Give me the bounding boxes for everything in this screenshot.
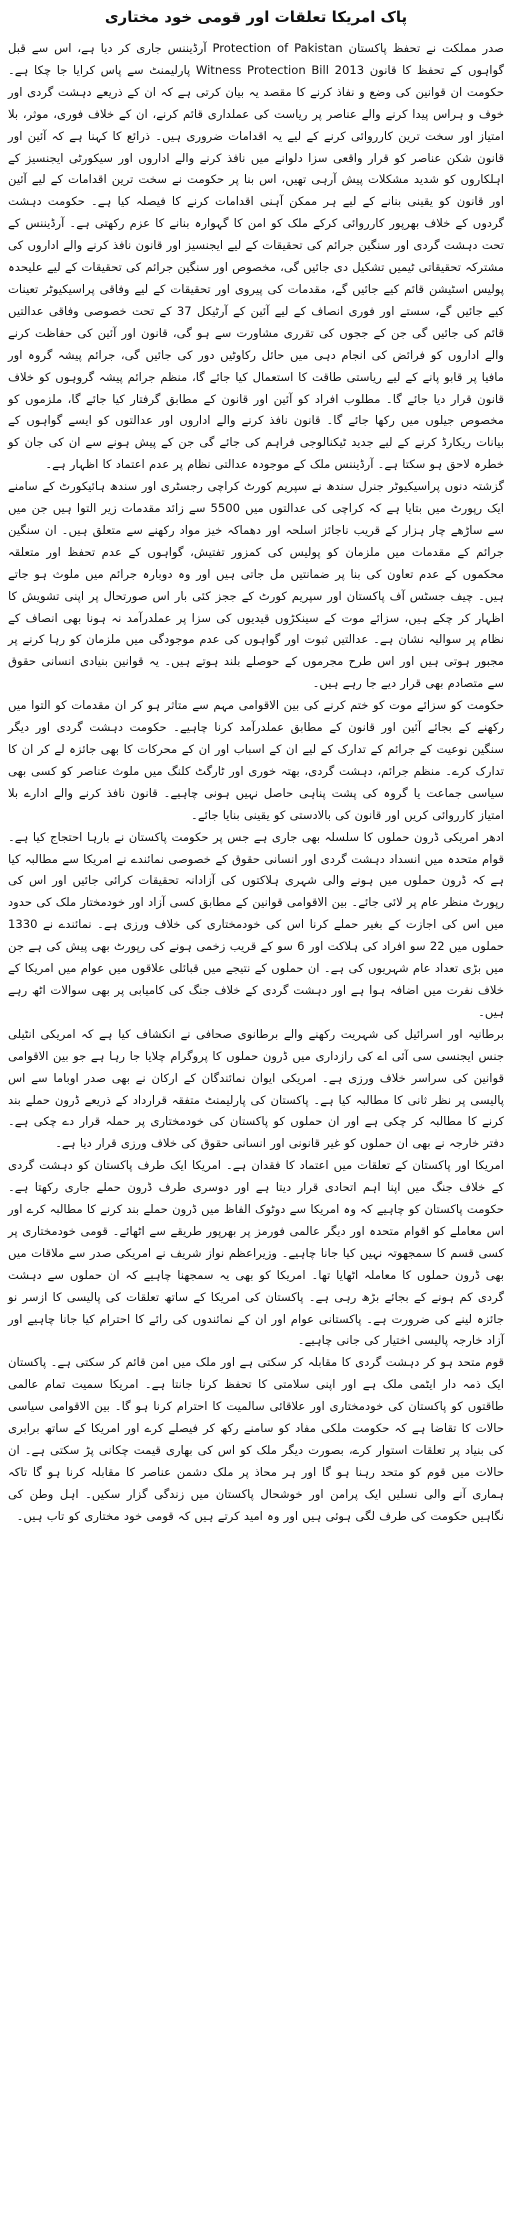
article-paragraph-1: صدر مملکت نے تحفظ پاکستان Protection of Pakistan آرڈیننس جاری کر دیا ہے، اس سے قبل گواہوں کے تحفظ کا قانون Witness Protection Bill 2013 پارلیمنٹ سے پاس کرایا جا چکا ہے۔ حکومت ان قوانین کی وضع و نفاذ کرنے کا مقصد یہ بیان کرتی ہے کہ ان کے ذریعے دہشت گردی اور خوف و ہراس پیدا کرنے والے عناصر پر ریاست کی عملداری قائم کرنے، ان کے خلاف فوری، موثر، بلا امتیاز اور سخت ترین کارروائی کرنے کے لیے یہ اقدامات ضروری ہیں۔ ذرائع کا کہنا ہے کہ آئین اور قانون شکن عناصر کو قرار واقعی سزا دلوانے میں نافذ کرنے والے اداروں اور سیکورٹی ایجنسیز کے اہلکاروں کو شدید مشکلات پیش آرہی تھیں، اس بنا پر حکومت نے سخت ترین اقدامات کے لیے آئین اور قانون کو یقینی بنانے کے لیے ہر ممکن آہنی اقدامات کرنے کا فیصلہ کیا ہے۔ حکومت دہشت گردوں کے خلاف بھرپور کارروائی کرکے ملک کو امن کا گہوارہ بنانے کا عزم رکھتی ہے۔ آرڈیننس کے تحت دہشت گردی اور سنگین جرائم کی تحقیقات کے لیے ایجنسیز اور قانون نافذ کرنے والے اداروں کی مشترکہ تحقیقاتی ٹیمیں تشکیل دی جائیں گی، مخصوص اور سنگین جرائم کی تحقیقات کے لیے علیحدہ پولیس اسٹیشن قائم کیے جائیں گے، مقدمات کی پیروی اور تحقیقات کے لیے وفاقی پراسیکیوٹر تعینات کیے جائیں گے، سستے اور فوری انصاف کے لیے آئین کے آرٹیکل 37 کے تحت خصوصی وفاقی عدالتیں قائم کی جائیں گی جن کے ججوں کی تقرری مشاورت سے ہو گی، قانون اور آئین کی حفاظت کرنے والے اداروں کو فرائض کی انجام دہی میں حائل رکاوٹیں دور کی جائیں گی، جرائم پیشہ گروہ اور مافیا پر قابو پانے کے لیے ریاستی طاقت کا استعمال کیا جائے گا، منظم جرائم پیشہ گروہوں کو خلاف قانون قرار دیا جائے گا۔ مطلوب افراد کو آئین اور قانون کے مطابق گرفتار کیا جائے گا، ملزموں کو مخصوص جیلوں میں رکھا جائے گا۔ قانون نافذ کرنے والے اداروں اور عدالتوں کو ایسے گواہوں کے بیانات ریکارڈ کرنے کے لیے جدید ٹیکنالوجی فراہم کی جائے گی جن کے پیش ہونے سے ان کی جان کو خطرہ لاحق ہو سکتا ہے۔ آرڈیننس ملک کے موجودہ عدالتی نظام پر عدم اعتماد کا اظہار ہے۔: [8, 41, 505, 472]
article-paragraph-6: امریکا اور پاکستان کے تعلقات میں اعتماد کا فقدان ہے۔ امریکا ایک طرف پاکستان کو دہشت گردی کے خلاف جنگ میں اپنا اہم اتحادی قرار دیتا ہے اور دوسری طرف ڈرون حملے جاری رکھتا ہے۔ حکومت پاکستان کو چاہیے کہ وہ امریکا سے دوٹوک الفاظ میں ڈرون حملے بند کرنے کا مطالبہ کرے اور اس معاملے کو اقوام متحدہ اور دیگر عالمی فورمز پر بھرپور طریقے سے اٹھائے۔ قومی خودمختاری پر کسی قسم کا سمجھوتہ نہیں کیا جانا چاہیے۔ وزیراعظم نواز شریف نے امریکی صدر سے ملاقات میں بھی ڈرون حملوں کا معاملہ اٹھایا تھا۔ امریکا کو بھی یہ سمجھنا چاہیے کہ ان حملوں سے دہشت گردی کم ہونے کے بجائے بڑھ رہی ہے۔ پاکستان کی امریکا کے ساتھ تعلقات کی پالیسی کا ازسر نو جائزہ لینے کی ضرورت ہے۔ پاکستانی عوام اور ان کے نمائندوں کی رائے کا احترام کیا جانا چاہیے اور آزاد خارجہ پالیسی اختیار کی جانی چاہیے۔: [8, 1158, 504, 1348]
article-paragraph-3: حکومت کو سزائے موت کو ختم کرنے کی بین الاقوامی مہم سے متاثر ہو کر ان مقدمات کو التوا میں رکھنے کے بجائے آئین اور قانون کے مطابق عملدرآمد کرنا چاہیے۔ حکومت دہشت گردی اور دیگر سنگین نوعیت کے جرائم کے تدارک کے لیے ان کے اسباب اور ان کے محرکات کا بھی جائزہ لے کر ان کا تدارک کرے۔ منظم جرائم، دہشت گردی، بھتہ خوری اور ٹارگٹ کلنگ میں ملوث عناصر کو کسی بھی سیاسی جماعت یا گروہ کی پشت پناہی حاصل نہیں ہونی چاہیے۔ قانون نافذ کرنے والے ادارے بلا امتیاز کارروائی کریں اور قانون کی بالادستی کو یقینی بنایا جائے۔: [8, 698, 504, 822]
article-paragraph-5: برطانیہ اور اسرائیل کی شہریت رکھنے والے برطانوی صحافی نے انکشاف کیا ہے کہ امریکی انٹیلی جنس ایجنسی سی آئی اے کی رازداری میں ڈرون حملوں کا پروگرام چلایا جا رہا ہے جو بین الاقوامی قوانین کی سراسر خلاف ورزی ہے۔ امریکی ایوان نمائندگان کے ارکان نے بھی صدر اوباما سے اس پالیسی پر نظر ثانی کا مطالبہ کیا ہے۔ پاکستان کی پارلیمنٹ متفقہ قرارداد کے ذریعے ڈرون حملے بند کرنے کا مطالبہ کر چکی ہے اور ان حملوں کو پاکستان کی خودمختاری پر حملہ قرار دے چکی ہے۔ دفتر خارجہ نے بھی ان حملوں کو غیر قانونی اور انسانی حقوق کی خلاف ورزی قرار دیا ہے۔: [8, 1026, 504, 1151]
article-paragraph-4: ادھر امریکی ڈرون حملوں کا سلسلہ بھی جاری ہے جس پر حکومت پاکستان نے بارہا احتجاج کیا ہے۔ قوام متحدہ میں انسداد دہشت گردی اور انسانی حقوق کے خصوصی نمائندے نے امریکا سے مطالبہ کیا ہے کہ ڈرون حملوں میں ہونے والی شہری ہلاکتوں کی آزادانہ تحقیقات کرائی جائیں اور اس کی رپورٹ منظر عام پر لائی جائے۔ بین الاقوامی قوانین کے مطابق کسی آزاد اور خودمختار ملک کی حدود میں اس کی اجازت کے بغیر حملے کرنا اس کی خودمختاری کی خلاف ورزی ہے۔ نمائندے نے 1330 حملوں میں 22 سو افراد کی ہلاکت اور 6 سو کے قریب زخمی ہونے کی رپورٹ بھی پیش کی ہے جن میں بڑی تعداد عام شہریوں کی ہے۔ ان حملوں کے نتیجے میں قبائلی علاقوں میں عوام میں امریکا کے خلاف نفرت میں اضافہ ہوا ہے اور دہشت گردی کے خلاف جنگ کی کامیابی پر بھی سوالات اٹھ رہے ہیں۔: [8, 829, 504, 1019]
article-paragraph-7: قوم متحد ہو کر دہشت گردی کا مقابلہ کر سکتی ہے اور ملک میں امن قائم کر سکتی ہے۔ پاکستان ایک ذمہ دار ایٹمی ملک ہے اور اپنی سلامتی کا تحفظ کرنا جانتا ہے۔ امریکا سمیت تمام عالمی طاقتوں کو پاکستان کی خودمختاری اور علاقائی سالمیت کا احترام کرنا ہو گا۔ بین الاقوامی سیاسی حالات کا تقاضا ہے کہ حکومت ملکی مفاد کو سامنے رکھ کر فیصلے کرے اور امریکا کے ساتھ برابری کی بنیاد پر تعلقات استوار کرے، بصورت دیگر ملک کو اس کی بھاری قیمت چکانی پڑ سکتی ہے۔ ان حالات میں قوم کو متحد رہنا ہو گا اور ہر محاذ پر ملک دشمن عناصر کا مقابلہ کرنا ہو گا تاکہ ہماری آنے والی نسلیں ایک پرامن اور خوشحال پاکستان میں زندگی گزار سکیں۔ اہل وطن کی نگاہیں حکومت کی طرف لگی ہوئی ہیں اور وہ امید کرتے ہیں کہ قومی خود مختاری کو تاب ہیں۔: [8, 1355, 504, 1523]
article-title: پاک امریکا تعلقات اور قومی خود مختاری: [104, 8, 408, 26]
article-body: [8, 38, 504, 1528]
article-paragraph-2: گزشتہ دنوں پراسیکیوٹر جنرل سندھ نے سپریم کورٹ کراچی رجسٹری اور سندھ ہائیکورٹ کے سامنے ایک رپورٹ میں بتایا ہے کہ کراچی کی عدالتوں میں 5500 سے زائد مقدمات زیر التوا ہیں جن میں سے ساڑھے چار ہزار کے قریب ناجائز اسلحہ اور دھماکہ خیز مواد رکھنے سے متعلق ہیں۔ ان سنگین جرائم کے مقدمات میں ملزمان کو پولیس کی کمزور تفتیش، گواہوں کے عدم تحفظ اور متعلقہ محکموں کے عدم تعاون کی بنا پر ضمانتیں مل جاتی ہیں اور وہ دوبارہ جرائم میں ملوث ہو جاتے ہیں۔ چیف جسٹس آف پاکستان اور سپریم کورٹ کے ججز کئی بار اس صورتحال پر اپنی تشویش کا اظہار کر چکے ہیں، سزائے موت کے سینکڑوں قیدیوں کی سزا پر عملدرآمد نہ ہونا بھی انصاف کے نظام پر سوالیہ نشان ہے۔ عدالتیں ثبوت اور گواہوں کی عدم موجودگی میں ملزمان کو رہا کرنے پر مجبور ہوتی ہیں اور اس طرح مجرموں کے حوصلے بلند ہوتے ہیں۔ یہ قوانین بنیادی انسانی حقوق سے متصادم بھی قرار دیے جا رہے ہیں۔: [8, 479, 504, 691]
